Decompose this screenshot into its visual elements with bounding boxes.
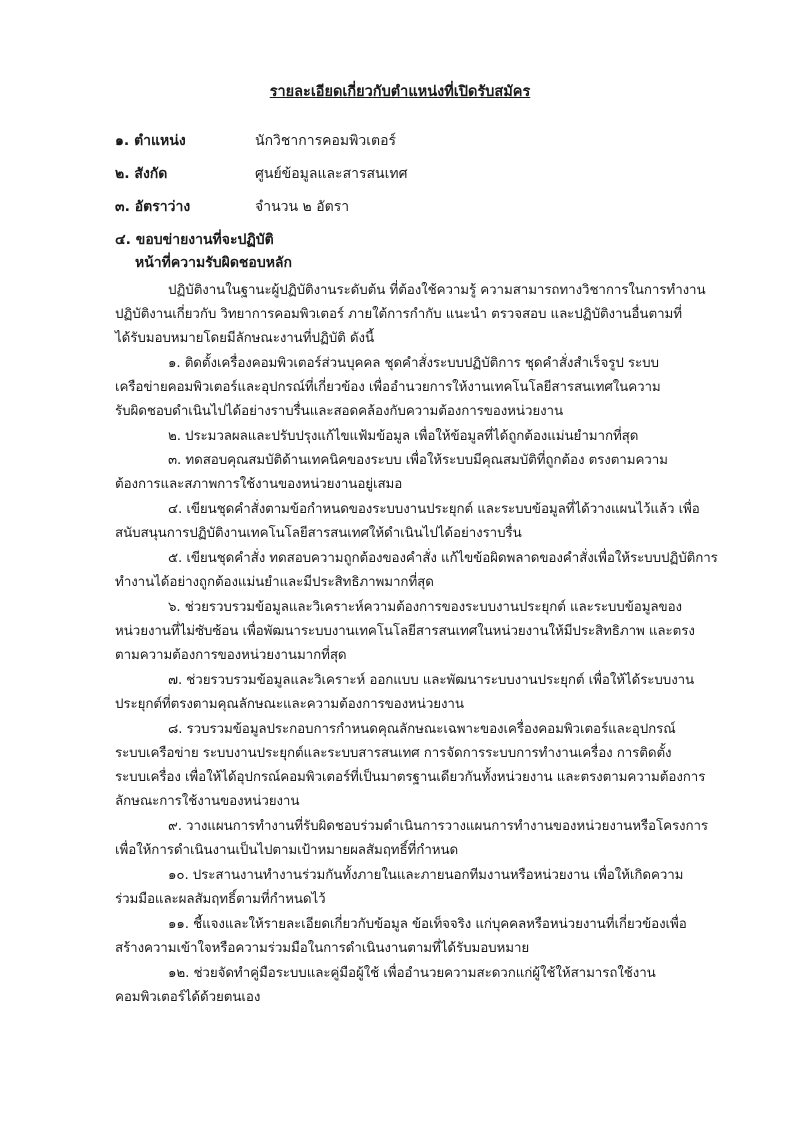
duty-item-12: ๑๒. ช่วยจัดทำคู่มือระบบและคู่มือผู้ใช้ เพื่ออำนวยความสะดวกแก่ผู้ใช้ให้สามารถใช้งาน [168,966,656,981]
section-heading: ๔. ขอบข่ายงานที่จะปฏิบัติ [115,232,274,248]
duty-item-6: ๖. ช่วยรวบรวมข้อมูลและวิเคราะห์ความต้องการของระบบงานประยุกต์ และระบบข้อมูลของ [168,600,682,615]
field-label: ๒. สังกัด [115,166,168,182]
duty-item-10: ๑๐. ประสานงานทำงานร่วมกันทั้งภายในและภายนอกทีมงานหรือหน่วยงาน เพื่อให้เกิดความ [168,868,684,883]
duty-item-7: ๗. ช่วยรวบรวมข้อมูลและวิเคราะห์ ออกแบบ และพัฒนาระบบงานประยุกต์ เพื่อให้ได้ระบบงาน [168,673,695,688]
duty-item-10-cont: ร่วมมือและผลสัมฤทธิ์ตามที่กำหนดไว้ [115,892,326,907]
duty-item-5: ๕. เขียนชุดคำสั่ง ทดสอบความถูกต้องของคำสั่ง แก้ไขข้อผิดพลาดของคำสั่งเพื่อให้ระบบปฏิบัติการ [168,551,718,566]
duty-item-12-cont: คอมพิวเตอร์ได้ด้วยตนเอง [115,990,261,1005]
field-value: จำนวน ๒ อัตรา [255,199,350,215]
duty-item-8: ๘. รวบรวมข้อมูลประกอบการกำหนดคุณลักษณะเฉพาะของเครื่องคอมพิวเตอร์และอุปกรณ์ [168,722,676,737]
duty-item-6-cont: หน่วยงานที่ไม่ซับซ้อน เพื่อพัฒนาระบบงานเทคโนโลยีสารสนเทศในหน่วยงานให้มีประสิทธิภาพ และตรง [115,624,695,639]
field-label: ๓. อัตราว่าง [115,199,191,215]
duty-item-5-cont: ทำงานได้อย่างถูกต้องแม่นยำและมีประสิทธิภาพมากที่สุด [115,575,434,590]
field-label: ๑. ตำแหน่ง [115,133,186,149]
duty-item-11: ๑๑. ชี้แจงและให้รายละเอียดเกี่ยวกับข้อมูล ข้อเท็จจริง แก่บุคคลหรือหน่วยงานที่เกี่ยวข้องเพื่อ [168,917,687,932]
field-value: ศูนย์ข้อมูลและสารสนเทศ [255,166,408,182]
duty-item-9-cont: เพื่อให้การดำเนินงานเป็นไปตามเป้าหมายผลสัมฤทธิ์ที่กำหนด [115,843,459,858]
duty-item-1: ๑. ติดตั้งเครื่องคอมพิวเตอร์ส่วนบุคคล ชุดคำสั่งระบบปฏิบัติการ ชุดคำสั่งสำเร็จรูป ระบบ [168,356,659,371]
duty-item-9: ๙. วางแผนการทำงานที่รับผิดชอบร่วมดำเนินการวางแผนการทำงานของหน่วยงานหรือโครงการ [168,819,708,834]
duty-item-3-cont: ต้องการและสภาพการใช้งานของหน่วยงานอยู่เสมอ [115,477,403,492]
intro-line: ได้รับมอบหมายโดยมีลักษณะงานที่ปฏิบัติ ดังนี้ [115,331,374,346]
duty-item-4: ๔. เขียนชุดคำสั่งตามข้อกำหนดของระบบงานประยุกต์ และระบบข้อมูลที่ได้วางแผนไว้แล้ว เพื่อ [168,502,700,517]
duty-item-4-cont: สนับสนุนการปฏิบัติงานเทคโนโลยีสารสนเทศให้ดำเนินไปได้อย่างราบรื่น [115,526,522,541]
duty-item-1-cont: เครือข่ายคอมพิวเตอร์และอุปกรณ์ที่เกี่ยวข้อง เพื่ออำนวยการให้งานเทคโนโลยีสารสนเทศในความ [115,380,661,395]
page-title: รายละเอียดเกี่ยวกับตำแหน่งที่เปิดรับสมัคร [269,84,531,100]
intro-line: ปฏิบัติงานในฐานะผู้ปฏิบัติงานระดับต้น ที่ต้องใช้ความรู้ ความสามารถทางวิชาการในการทำงาน [168,283,706,298]
duty-item-8-cont: ลักษณะการใช้งานของหน่วยงาน [115,794,300,809]
duty-item-8-cont: ระบบเครือข่าย ระบบงานประยุกต์และระบบสารสนเทศ การจัดการระบบการทำงานเครื่อง การติดตั้ง [115,746,672,761]
duty-item-8-cont: ระบบเครื่อง เพื่อให้ได้อุปกรณ์คอมพิวเตอร์ที่เป็นมาตรฐานเดียวกันทั้งหน่วยงาน และตรงตามความต้องการ [115,770,706,785]
duty-item-6-cont: ตามความต้องการของหน่วยงานมากที่สุด [115,648,347,663]
section-subheading: หน้าที่ความรับผิดชอบหลัก [135,255,292,271]
duty-item-2: ๒. ประมวลผลและปรับปรุงแก้ไขแฟ้มข้อมูล เพื่อให้ข้อมูลที่ได้ถูกต้องแม่นยำมากที่สุด [168,429,639,444]
duty-item-1-cont: รับผิดชอบดำเนินไปได้อย่างราบรื่นและสอดคล้องกับความต้องการของหน่วยงาน [115,404,564,419]
intro-line: ปฏิบัติงานเกี่ยวกับ วิทยาการคอมพิวเตอร์ ภายใต้การกำกับ แนะนำ ตรวจสอบ และปฏิบัติงานอื่นตามที่ [115,307,682,322]
duty-item-3: ๓. ทดสอบคุณสมบัติด้านเทคนิคของระบบ เพื่อให้ระบบมีคุณสมบัติที่ถูกต้อง ตรงตามความ [168,453,668,468]
duty-item-11-cont: สร้างความเข้าใจหรือความร่วมมือในการดำเนินงานตามที่ได้รับมอบหมาย [115,941,530,956]
duty-item-7-cont: ประยุกต์ที่ตรงตามคุณลักษณะและความต้องการของหน่วยงาน [115,697,464,712]
field-value: นักวิชาการคอมพิวเตอร์ [255,133,397,149]
